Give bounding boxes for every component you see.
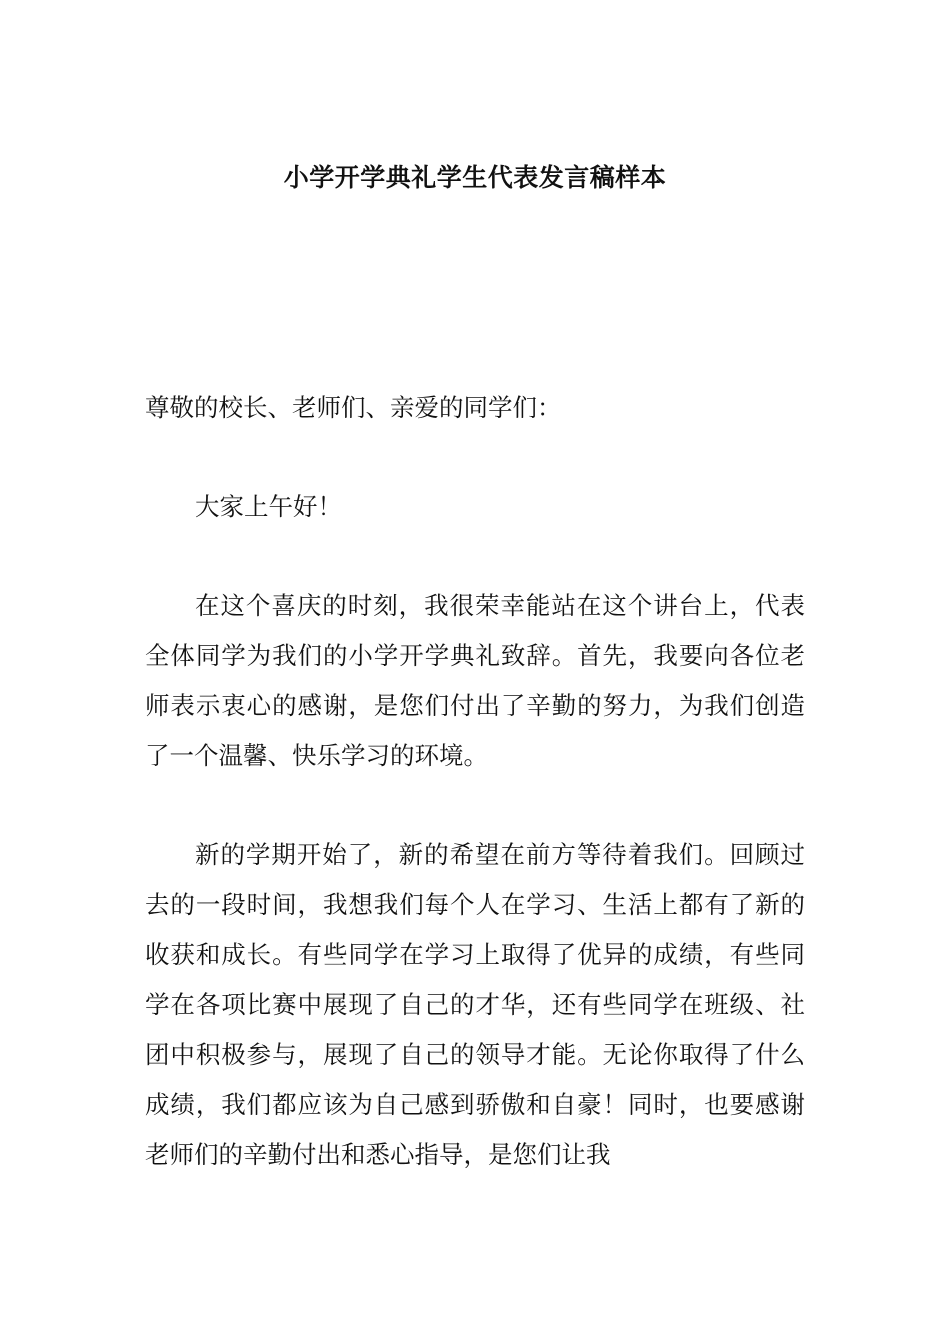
- document-title: 小学开学典礼学生代表发言稿样本: [283, 163, 667, 192]
- paragraph-1: 在这个喜庆的时刻，我很荣幸能站在这个讲台上，代表全体同学为我们的小学开学典礼致辞。首先，我要向各位老师表示衷心的感谢，是您们付出了辛勤的努力，为我们创造了一个温馨、快乐学习的环境。: [145, 591, 805, 770]
- greeting-line: 大家上午好！: [195, 492, 342, 521]
- salutation-line: 尊敬的校长、老师们、亲爱的同学们：: [145, 393, 562, 422]
- paragraph-2: 新的学期开始了，新的希望在前方等待着我们。回顾过去的一段时间，我想我们每个人在学习、生活上都有了新的收获和成长。有些同学在学习上取得了优异的成绩，有些同学在各项比赛中展现了自己的才华，还有些同学在班级、社团中积极参与，展现了自己的领导才能。无论你取得了什么成绩，我们都应该为自己感到骄傲和自豪！同时，也要感谢老师们的辛勤付出和悉心指导，是您们让我: [145, 840, 805, 1169]
